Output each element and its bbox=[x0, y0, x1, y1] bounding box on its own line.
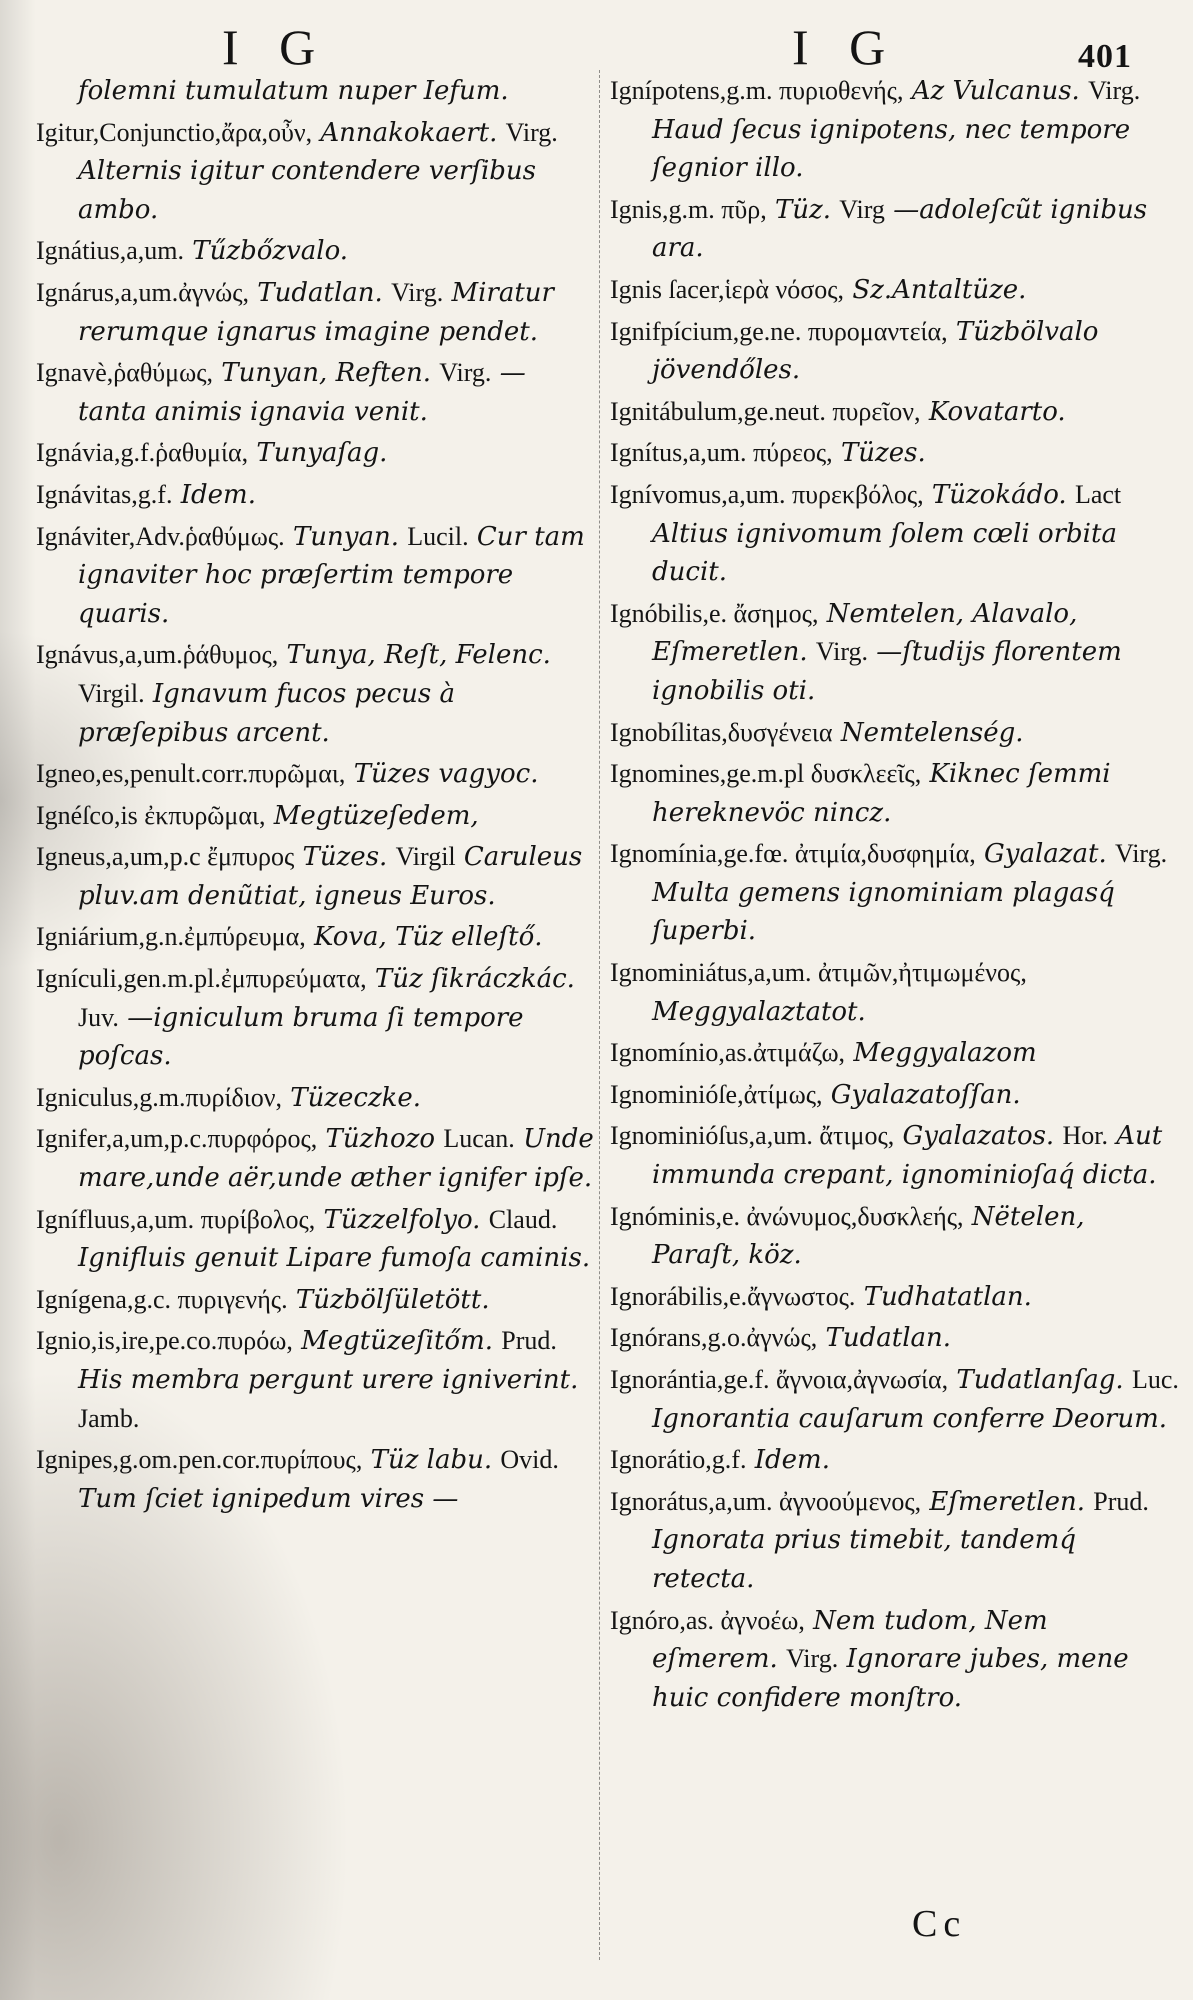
entry-translation: Tüzbölſületött. bbox=[295, 1284, 490, 1315]
entry-translation: Tüzes. bbox=[840, 438, 926, 469]
entry-translation: Tüzzelfolyo. bbox=[323, 1204, 481, 1235]
entry-headword: Igitur,Conjunctio,ἄρα,οὖν, bbox=[36, 117, 313, 147]
entry-quotation: Ignorare jubes, mene huic confidere monſtro. bbox=[652, 1644, 1129, 1713]
entry-translation: Az Vulcanus. bbox=[911, 76, 1080, 106]
entry-translation: Gyalazat. bbox=[984, 839, 1107, 870]
header-right-letters: I G bbox=[792, 19, 900, 75]
entry-source: Prud. bbox=[1093, 1486, 1149, 1516]
entry-translation: Tunyan. bbox=[292, 521, 399, 552]
entry-headword: Ignorábilis,e.ἄγνωστος. bbox=[610, 1281, 856, 1311]
dictionary-entry bbox=[610, 476, 1180, 592]
dictionary-entry bbox=[610, 1361, 1180, 1438]
entry-headword: Ignóbilis,e. ἄσημος, bbox=[610, 598, 819, 628]
entry-headword: Ignorántia,ge.f. ἄγνοια,ἀγνωσία, bbox=[610, 1365, 949, 1394]
entry-headword: Ignominióſus,a,um. ἄτιμος, bbox=[610, 1121, 895, 1151]
entry-quotation: —igniculum bruma ſi tempore poſcas. bbox=[78, 1002, 524, 1072]
entry-source: Juv. bbox=[78, 1002, 119, 1032]
entry-quotation: Aut immunda crepant, ignominioſaq́ dicta. bbox=[652, 1121, 1163, 1191]
entry-translation: Tüzeczke. bbox=[290, 1082, 422, 1113]
entry-translation: Tűzbőzvalo. bbox=[192, 236, 349, 267]
entry-headword: Ignávus,a,um.ῥάθυμος, bbox=[36, 640, 279, 670]
entry-translation: Tudatlan. bbox=[825, 1323, 952, 1354]
entry-headword: Ignifpícium,ge.ne. πυρομαντεία, bbox=[610, 316, 948, 346]
dictionary-entry bbox=[610, 1198, 1180, 1275]
dictionary-entry bbox=[36, 354, 596, 431]
dictionary-entry bbox=[610, 954, 1180, 1031]
dictionary-entry bbox=[36, 114, 596, 230]
entry-headword: Ignípotens,g.m. πυριοθενής, bbox=[610, 76, 904, 105]
dictionary-entry bbox=[36, 918, 596, 957]
entry-translation: Tunyan, Reften. bbox=[221, 358, 432, 389]
entry-source: Ovid. bbox=[500, 1445, 559, 1475]
entry-translation: Sz.Antaltüze. bbox=[852, 274, 1027, 305]
dictionary-entry bbox=[610, 191, 1180, 268]
entry-source: Virg. bbox=[786, 1644, 839, 1674]
entry-headword: Ignorátio,g.f. bbox=[610, 1445, 747, 1475]
entry-translation: Tudhatatlan. bbox=[863, 1281, 1032, 1312]
entry-headword: Ignis,g.m. πῦρ, bbox=[610, 194, 767, 224]
entry-source: Virg bbox=[839, 194, 885, 224]
dictionary-entry bbox=[610, 1076, 1180, 1115]
entry-translation: Tüzes vagyoc. bbox=[353, 759, 539, 790]
entry-source: Virg. bbox=[1114, 839, 1168, 869]
entry-headword: Ignorátus,a,um. ἀγνοούμενος, bbox=[610, 1486, 922, 1516]
entry-quotation: Alternis igitur contendere verſibus ambo. bbox=[78, 156, 537, 225]
catchword: Cc bbox=[912, 1903, 967, 1945]
entry-translation: Eſmeretlen. bbox=[929, 1486, 1086, 1517]
dictionary-entry bbox=[36, 755, 596, 794]
dictionary-entry bbox=[36, 636, 596, 752]
entry-headword: Ignárus,a,um.ἀγνώς, bbox=[36, 277, 250, 307]
dictionary-entry bbox=[36, 1322, 596, 1438]
dictionary-entry bbox=[36, 72, 596, 111]
entry-translation: Nem tudom, Nem eſmerem. bbox=[652, 1605, 1048, 1675]
entry-headword: Ignifer,a,um,p.c.πυρφόρος, bbox=[36, 1124, 318, 1154]
entry-source: Lact bbox=[1074, 479, 1122, 509]
entry-headword: Ignívomus,a,um. πυρεκβόλος, bbox=[610, 479, 924, 509]
entry-headword: Ignígena,g.c. πυριγενής. bbox=[36, 1284, 288, 1314]
entry-translation: Tudatlan. bbox=[257, 277, 383, 308]
entry-source: Virgil bbox=[395, 842, 456, 872]
entry-headword: Ignóminis,e. ἀνώνυμος,δυσκλεής, bbox=[610, 1201, 964, 1231]
entry-translation: Megtüzeſedem, bbox=[273, 800, 479, 831]
entry-source: Jamb. bbox=[78, 1403, 140, 1433]
entry-source: Virgil. bbox=[78, 678, 145, 708]
entry-quotation: Ignavum fucos pecus à præſepibus arcent. bbox=[78, 678, 455, 748]
entry-quotation: —adoleſcũt ignibus ara. bbox=[652, 194, 1148, 264]
entry-translation: Kovatarto. bbox=[928, 396, 1066, 427]
entry-translation: Tüz. bbox=[774, 194, 832, 225]
entry-headword: Ignominióſe,ἀτίμως, bbox=[610, 1079, 823, 1109]
entry-quotation: Unde mare,unde aër,unde æther ignifer ipſe. bbox=[78, 1124, 594, 1194]
dictionary-entry bbox=[610, 271, 1180, 310]
entry-headword: Ignífluus,a,um. πυρίβολος, bbox=[36, 1204, 316, 1234]
entry-translation: Kova, Tüz elleſtő. bbox=[313, 922, 543, 953]
entry-translation: Tüzokádo. bbox=[931, 479, 1067, 510]
entry-source: Lucan. bbox=[443, 1124, 515, 1154]
entry-headword: Igneo,es,penult.corr.πυρῶμαι, bbox=[36, 759, 346, 789]
entry-headword: Ignomines,ge.m.pl δυσκλεεῖς, bbox=[610, 759, 922, 789]
entry-quotation: Haud ſecus ignipotens, nec tempore ſegnior illo. bbox=[652, 114, 1131, 184]
dictionary-entry bbox=[610, 755, 1180, 832]
entry-translation: Nemtelen, Alavalo, Eſmeretlen. bbox=[652, 598, 1078, 668]
page-number: 401 bbox=[1078, 38, 1132, 75]
entry-translation: Gyalazatos. bbox=[902, 1121, 1055, 1152]
entry-translation: Nemtelenség. bbox=[840, 717, 1024, 748]
entry-quotation: Ignorantia cauſarum conferre Deorum. bbox=[652, 1403, 1167, 1434]
entry-headword: Ignomínio,as.ἀτιμάζω, bbox=[610, 1038, 846, 1068]
entry-translation: Tüz labu. bbox=[370, 1445, 493, 1476]
entry-headword: Ignávitas,g.f. bbox=[36, 479, 173, 509]
dictionary-entry bbox=[610, 1117, 1180, 1194]
entry-headword: Ignitábulum,ge.neut. πυρεῖον, bbox=[610, 396, 921, 426]
entry-headword: Igneus,a,um,p.c ἔμπυρος bbox=[36, 842, 295, 872]
header-left-letters: I G bbox=[222, 19, 330, 75]
entry-source: Virg. bbox=[505, 117, 558, 147]
entry-headword: Ignis ſacer,ἱερὰ νόσος, bbox=[610, 274, 845, 304]
entry-headword: Ignipes,g.om.pen.cor.πυρίπους, bbox=[36, 1445, 363, 1475]
entry-source: Luc. bbox=[1131, 1365, 1179, 1394]
entry-headword: Ignomínia,ge.fœ. ἀτιμία,δυσφημία, bbox=[610, 839, 976, 869]
entry-headword: Ignávia,g.f.ῥαθυμία, bbox=[36, 438, 249, 468]
column-divider bbox=[599, 70, 600, 1960]
entry-source: Prud. bbox=[501, 1326, 557, 1356]
dictionary-entry bbox=[36, 232, 596, 271]
entry-translation: Idem. bbox=[180, 479, 256, 510]
dictionary-entry bbox=[610, 714, 1180, 753]
running-header bbox=[0, 18, 1193, 76]
entry-translation: Nëtelen, Paraſt, köz. bbox=[652, 1201, 1085, 1271]
dictionary-entry bbox=[610, 1602, 1180, 1718]
entry-translation: Kiknec ſemmi hereknevöc nincz. bbox=[652, 759, 1111, 828]
entry-quotation: Tum ſciet ignipedum vires — bbox=[78, 1483, 459, 1514]
entry-source: Virg. bbox=[391, 277, 444, 307]
entry-translation: Meggyalaztatot. bbox=[652, 996, 866, 1027]
entry-source: Virg. bbox=[1088, 76, 1141, 105]
dictionary-entry bbox=[610, 595, 1180, 711]
entry-headword: Ignominiátus,a,um. ἀτιμῶν,ἠτιμωμένος, bbox=[610, 958, 1027, 988]
dictionary-entry bbox=[36, 1441, 596, 1518]
entry-headword: Ignórans,g.o.ἀγνώς, bbox=[610, 1323, 818, 1353]
entry-quotation: Caruleus pluv.am denũtiat, igneus Euros. bbox=[78, 842, 583, 911]
dictionary-entry bbox=[36, 838, 596, 915]
dictionary-entry bbox=[36, 797, 596, 836]
entry-headword: Ignobílitas,δυσγένεια bbox=[610, 717, 833, 747]
entry-headword: Igniculus,g.m.πυρίδιον, bbox=[36, 1082, 282, 1112]
entry-headword: Ignáviter,Adv.ῥαθύμως. bbox=[36, 521, 285, 551]
right-column bbox=[610, 72, 1180, 1720]
entry-quotation: Multa gemens ignominiam plagasq́ ſuperbi. bbox=[652, 877, 1115, 947]
entry-quotation: His membra pergunt urere igniverint. bbox=[78, 1365, 579, 1395]
entry-translation: Tüzbölvalo jövendőles. bbox=[652, 316, 1099, 386]
left-column bbox=[36, 72, 596, 1521]
dictionary-entry bbox=[36, 274, 596, 351]
entry-translation: Megtüzeſitőm. bbox=[301, 1326, 493, 1357]
dictionary-entry bbox=[610, 1278, 1180, 1317]
entry-translation: Tunyaſag. bbox=[256, 438, 388, 469]
dictionary-entry bbox=[610, 393, 1180, 432]
dictionary-entry bbox=[610, 1483, 1180, 1599]
dictionary-entry bbox=[610, 313, 1180, 390]
entry-translation: folemni tumulatum nuper Iefum. bbox=[78, 76, 509, 106]
dictionary-entry bbox=[36, 434, 596, 473]
entry-quotation: Altius ignivomum ſolem cœli orbita ducit. bbox=[652, 518, 1117, 588]
dictionary-entry bbox=[610, 1441, 1180, 1480]
entry-translation: Annakokaert. bbox=[320, 117, 498, 148]
entry-headword: Ignóro,as. ἀγνοέω, bbox=[610, 1605, 805, 1635]
entry-source: Claud. bbox=[488, 1204, 558, 1234]
entry-translation: Tüz ſikráczkác. bbox=[374, 964, 575, 995]
dictionary-entry bbox=[610, 72, 1180, 188]
dictionary-entry bbox=[36, 1120, 596, 1197]
entry-translation: Tudatlanſag. bbox=[956, 1365, 1124, 1395]
dictionary-entry bbox=[36, 1201, 596, 1278]
entry-quotation: —ſtudijs florentem ignobilis oti. bbox=[652, 637, 1122, 706]
entry-source: Hor. bbox=[1062, 1121, 1108, 1151]
entry-headword: Ignículi,gen.m.pl.ἐμπυρεύματα, bbox=[36, 964, 367, 994]
entry-headword: Ignio,is,ire,pe.co.πυρόω, bbox=[36, 1326, 293, 1356]
entry-source: Virg. bbox=[439, 358, 492, 388]
entry-headword: Ignátius,a,um. bbox=[36, 236, 185, 266]
entry-quotation: Ignifluis genuit Lipare fumoſa caminis. bbox=[78, 1243, 591, 1274]
dictionary-entry bbox=[36, 476, 596, 515]
entry-source: Virg. bbox=[815, 637, 869, 667]
entry-quotation: Ignorata prius timebit, tandemq́ retecta. bbox=[652, 1525, 1076, 1594]
dictionary-entry bbox=[36, 1281, 596, 1320]
entry-translation: Tüzhozo bbox=[325, 1124, 436, 1155]
dictionary-entry bbox=[36, 518, 596, 634]
dictionary-entry bbox=[610, 434, 1180, 473]
entry-headword: Ignéſco,is ἐκπυρῶμαι, bbox=[36, 800, 266, 830]
entry-headword: Ignavè,ῥαθύμως, bbox=[36, 358, 214, 388]
entry-quotation: Cur tam ignaviter hoc præſertim tempore quaris. bbox=[78, 521, 585, 629]
entry-translation: Tunya, Reſt, Felenc. bbox=[286, 640, 551, 671]
dictionary-entry bbox=[610, 1034, 1180, 1073]
entry-translation: Idem. bbox=[754, 1445, 830, 1476]
entry-quotation: — tanta animis ignavia venit. bbox=[78, 358, 526, 427]
entry-headword: Ignítus,a,um. πύρεος, bbox=[610, 438, 833, 468]
dictionary-entry bbox=[610, 1319, 1180, 1358]
entry-headword: Igniárium,g.n.ἐμπύρευμα, bbox=[36, 922, 306, 952]
entry-translation: Gyalazatoſſan. bbox=[830, 1079, 1021, 1110]
entry-quotation: Miratur rerumque ignarus imagine pendet. bbox=[78, 277, 554, 347]
dictionary-entry bbox=[36, 1079, 596, 1118]
entry-translation: Meggyalazom bbox=[853, 1038, 1037, 1069]
dictionary-entry bbox=[36, 960, 596, 1076]
entry-translation: Tüzes. bbox=[302, 842, 388, 873]
dictionary-entry bbox=[610, 835, 1180, 951]
entry-source: Lucil. bbox=[407, 521, 469, 551]
